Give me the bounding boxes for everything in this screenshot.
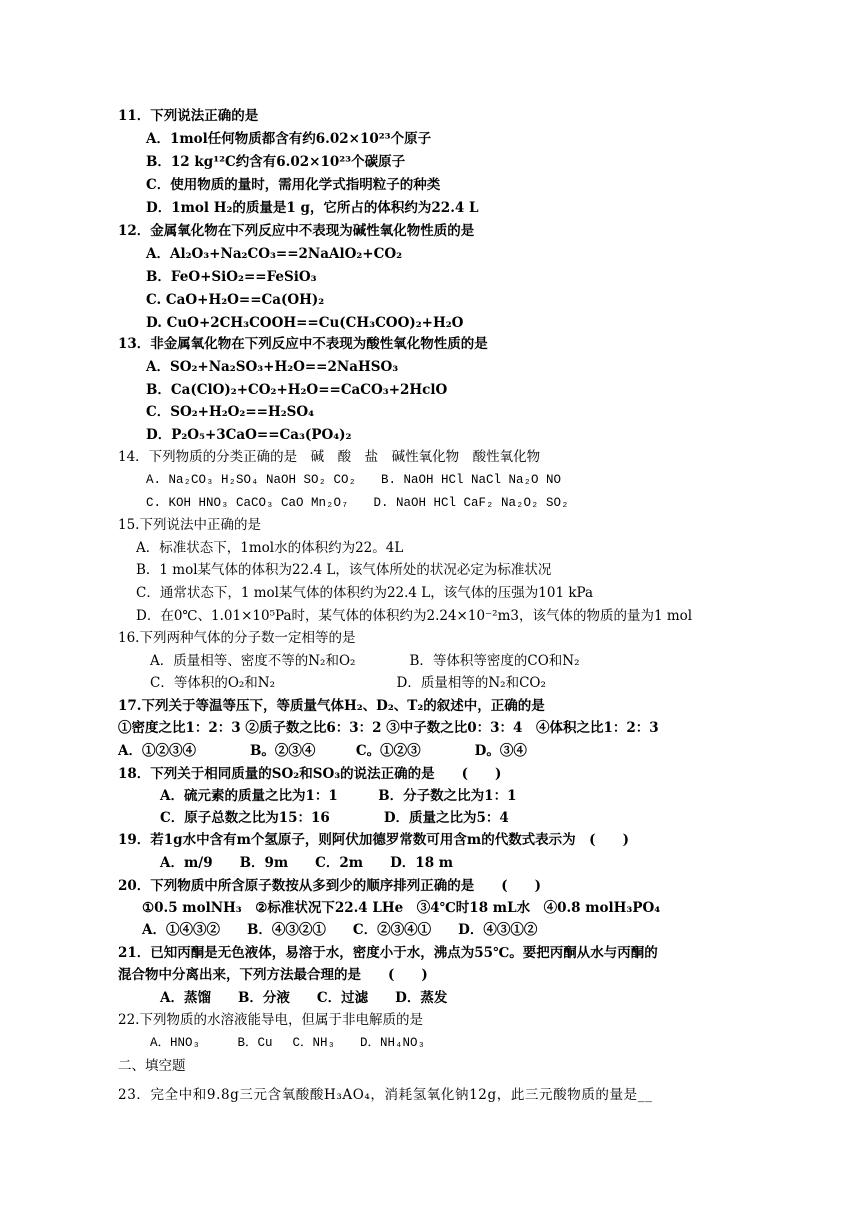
q19-stem: 19．若1g水中含有m个氢原子，则阿伏加德罗常数可用含m的代数式表示为 ( ) xyxy=(118,832,629,848)
q20-stem: 20．下列物质中所含原子数按从多到少的顺序排列正确的是 ( ) xyxy=(118,878,542,894)
q17-stem: 17.下列关于等温等压下，等质量气体H₂、D₂、T₂的叙述中，正确的是 xyxy=(118,698,545,714)
q21-stem-line2: 混合物中分离出来，下列方法最合理的是 ( ) xyxy=(118,967,428,983)
q20-options: A．①④③② B．④③②① C．②③④① D．④③①② xyxy=(142,922,538,938)
q14-options-ab: A. Na₂CO₃ H₂SO₄ NaOH SO₂ CO₂ B. NaOH HCl NaCl Na₂O NO xyxy=(146,473,562,487)
q16-stem: 16.下列两种气体的分子数一定相等的是 xyxy=(118,630,356,646)
q13-option-c: C．SO₂+H₂O₂==H₂SO₄ xyxy=(146,404,315,420)
q18-options-ab: A．硫元素的质量之比为1：1 B．分子数之比为1：1 xyxy=(160,788,517,804)
q11-option-b: B．12 kg¹²C约含有6.02×10²³个碳原子 xyxy=(146,154,406,170)
q15-option-c: C．通常状态下，1 mol某气体的体积约为22.4 L，该气体的压强为101 kPa xyxy=(136,585,594,601)
q20-items: ①0.5 molNH₃ ②标准状况下22.4 LHe ③4℃时18 mL水 ④0.8 molH₃PO₄ xyxy=(142,900,661,916)
q21-stem-line1: 21．已知丙酮是无色液体，易溶于水，密度小于水，沸点为55℃。要把丙酮从水与丙酮的 xyxy=(118,945,658,961)
q18-stem: 18．下列关于相同质量的SO₂和SO₃的说法正确的是 ( ) xyxy=(118,766,502,782)
q12-option-a: A．Al₂O₃+Na₂CO₃==2NaAlO₂+CO₂ xyxy=(146,246,402,262)
q17-items: ①密度之比1：2：3 ②质子数之比6：3：2 ③中子数之比0：3：4 ④体积之比1：2：3 xyxy=(118,720,659,736)
q13-stem: 13．非金属氧化物在下列反应中不表现为酸性氧化物性质的是 xyxy=(118,336,488,352)
q11-option-d: D．1mol H₂的质量是1 g，它所占的体积约为22.4 L xyxy=(146,200,479,216)
q13-option-b: B．Ca(ClO)₂+CO₂+H₂O==CaCO₃+2HclO xyxy=(146,382,448,398)
q11-stem: 11．下列说法正确的是 xyxy=(118,108,259,124)
q15-option-a: A．标准状态下，1mol水的体积约为22。4L xyxy=(136,540,404,556)
q15-option-b: B．1 mol某气体的体积为22.4 L，该气体所处的状况必定为标准状况 xyxy=(136,562,552,578)
q23-stem: 23．完全中和9.8g三元含氧酸酸H₃AO₄，消耗氢氧化钠12g，此三元酸物质的量是__ xyxy=(118,1087,653,1103)
q16-options-cd: C．等体积的O₂和N₂ D．质量相等的N₂和CO₂ xyxy=(150,675,546,691)
q14-options-cd: C. KOH HNO₃ CaCO₃ CaO Mn₂O₇ D. NaOH HCl CaF₂ Na₂O₂ SO₂ xyxy=(146,496,569,510)
q22-stem: 22.下列物质的水溶液能导电，但属于非电解质的是 xyxy=(118,1012,423,1028)
q13-option-d: D．P₂O₅+3CaO==Ca₃(PO₄)₂ xyxy=(146,427,352,443)
q15-option-d: D．在0℃、1.01×10⁵Pa时，某气体的体积约为2.24×10⁻²m3，该气体的物质的量为1 mol xyxy=(136,608,693,624)
q11-option-a: A．1mol任何物质都含有约6.02×10²³个原子 xyxy=(146,131,432,147)
q12-stem: 12．金属氧化物在下列反应中不表现为碱性氧化物性质的是 xyxy=(118,223,475,239)
q14-stem: 14．下列物质的分类正确的是 碱 酸 盐 碱性氧化物 酸性氧化物 xyxy=(118,449,541,465)
q21-options: A．蒸馏 B．分液 C．过滤 D．蒸发 xyxy=(160,990,448,1006)
q12-option-b: B．FeO+SiO₂==FeSiO₃ xyxy=(146,269,317,285)
q12-option-d: D. CuO+2CH₃COOH==Cu(CH₃COO)₂+H₂O xyxy=(146,315,464,331)
q17-options: A．①②③④ B。②③④ C。①②③ D。③④ xyxy=(118,743,527,759)
q13-option-a: A．SO₂+Na₂SO₃+H₂O==2NaHSO₃ xyxy=(146,359,399,375)
q19-options: A．m/9 B．9m C．2m D．18 m xyxy=(160,855,454,871)
q12-option-c: C. CaO+H₂O==Ca(OH)₂ xyxy=(146,292,325,308)
q22-options: A．HNO₃ B．Cu C．NH₃ D．NH₄NO₃ xyxy=(150,1036,426,1050)
q16-options-ab: A．质量相等、密度不等的N₂和O₂ B．等体积等密度的CO和N₂ xyxy=(150,653,580,669)
q11-option-c: C．使用物质的量时，需用化学式指明粒子的种类 xyxy=(146,177,441,193)
q15-stem: 15.下列说法中正确的是 xyxy=(118,517,261,533)
q18-options-cd: C．原子总数之比为15：16 D．质量之比为5：4 xyxy=(160,810,509,826)
section-heading: 二、填空题 xyxy=(118,1058,186,1074)
